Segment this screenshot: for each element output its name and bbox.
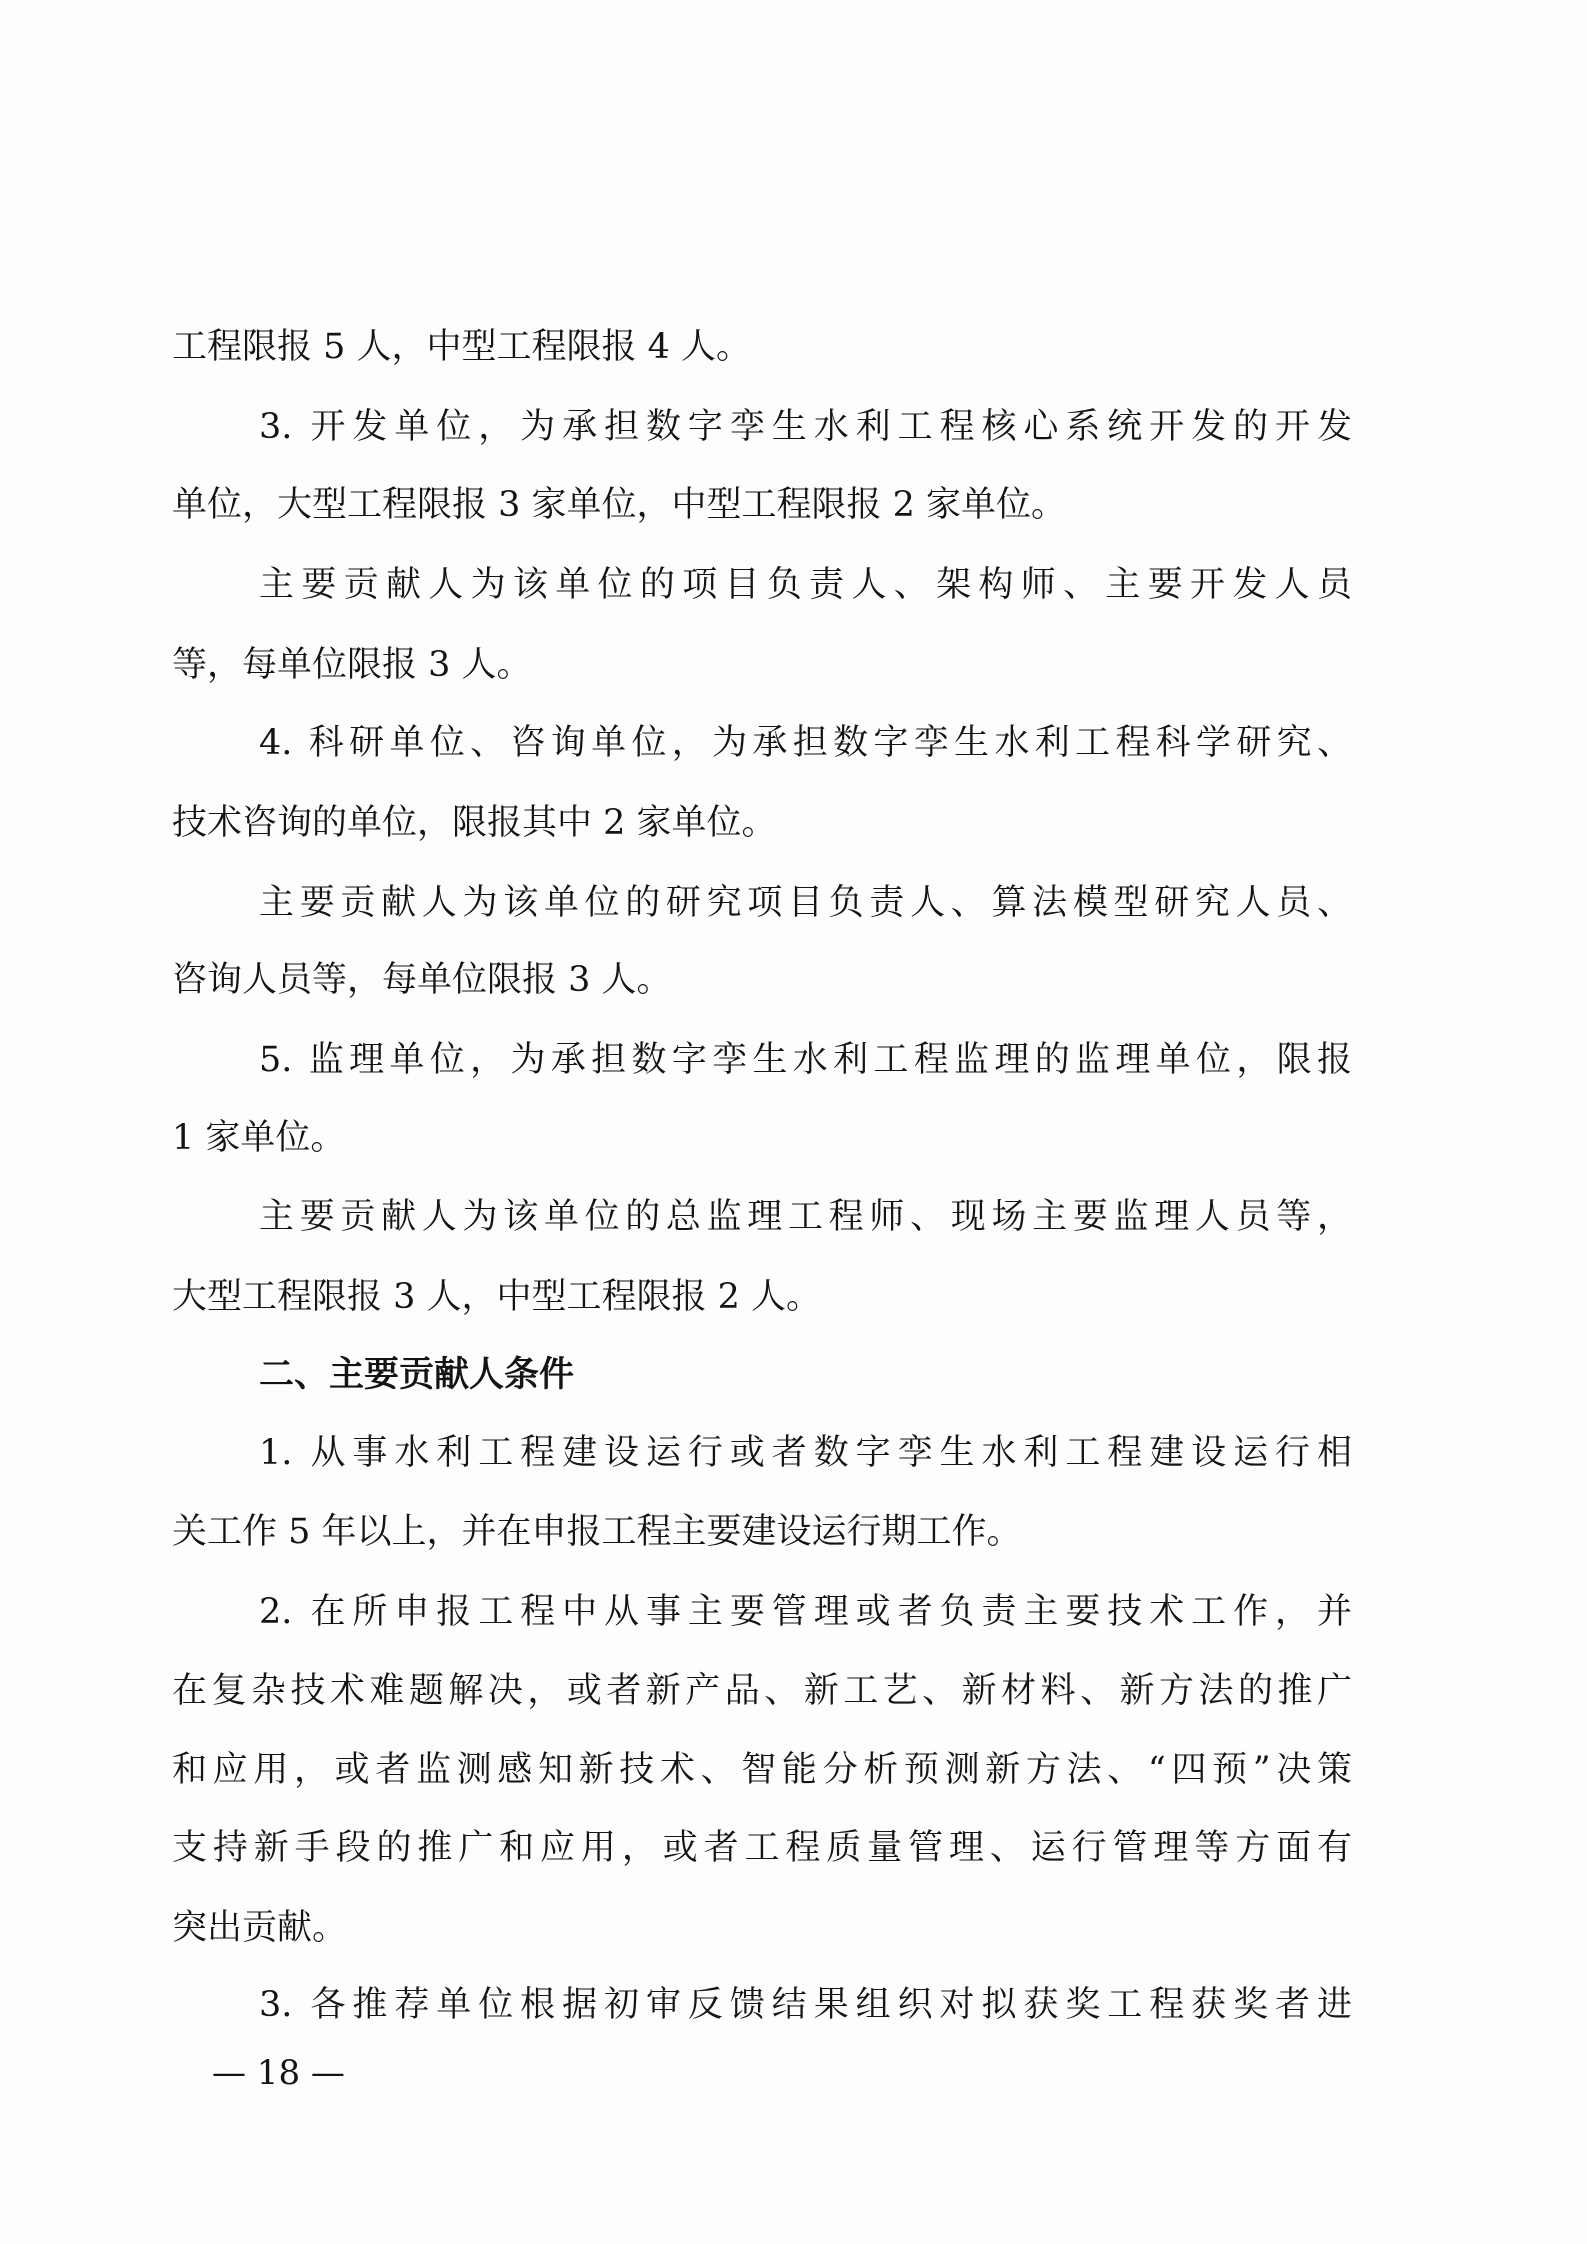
text-line-5: 等，每单位限报 3 人。 [172,645,532,685]
text-line-11: 1 家单位。 [172,1118,346,1158]
text-line-21: 突出贡献。 [172,1908,348,1948]
text-line-18: 在复杂技术难题解决，或者新产品、新工艺、新材料、新方法的推广 [172,1671,1352,1711]
text-line-1: 工程限报 5 人，中型工程限报 4 人。 [172,327,752,367]
text-line-4: 主要贡献人为该单位的项目负责人、架构师、主要开发人员 [259,565,1352,605]
section-heading: 二、主要贡献人条件 [259,1355,575,1395]
text-line-12: 主要贡献人为该单位的总监理工程师、现场主要监理人员等， [259,1197,1352,1237]
text-line-15: 1. 从事水利工程建设运行或者数字孪生水利工程建设运行相 [259,1433,1352,1473]
text-line-22: 3. 各推荐单位根据初审反馈结果组织对拟获奖工程获奖者进 [259,1985,1352,2025]
text-line-7: 技术咨询的单位，限报其中 2 家单位。 [172,803,777,843]
text-line-10: 5. 监理单位，为承担数字孪生水利工程监理的监理单位，限报 [259,1040,1352,1080]
text-line-8: 主要贡献人为该单位的研究项目负责人、算法模型研究人员、 [259,883,1352,923]
text-line-9: 咨询人员等，每单位限报 3 人。 [172,960,672,1000]
text-line-17: 2. 在所申报工程中从事主要管理或者负责主要技术工作，并 [259,1592,1352,1632]
page-number: — 18 — [212,2053,345,2093]
text-line-13: 大型工程限报 3 人，中型工程限报 2 人。 [172,1277,822,1317]
text-line-20: 支持新手段的推广和应用，或者工程质量管理、运行管理等方面有 [172,1828,1352,1868]
text-line-6: 4. 科研单位、咨询单位，为承担数字孪生水利工程科学研究、 [259,723,1352,763]
text-line-19: 和应用，或者监测感知新技术、智能分析预测新方法、“四预”决策 [172,1750,1352,1790]
text-line-2: 3. 开发单位，为承担数字孪生水利工程核心系统开发的开发 [259,407,1352,447]
text-line-16: 关工作 5 年以上，并在申报工程主要建设运行期工作。 [172,1512,1022,1552]
text-line-3: 单位，大型工程限报 3 家单位，中型工程限报 2 家单位。 [172,485,1067,525]
